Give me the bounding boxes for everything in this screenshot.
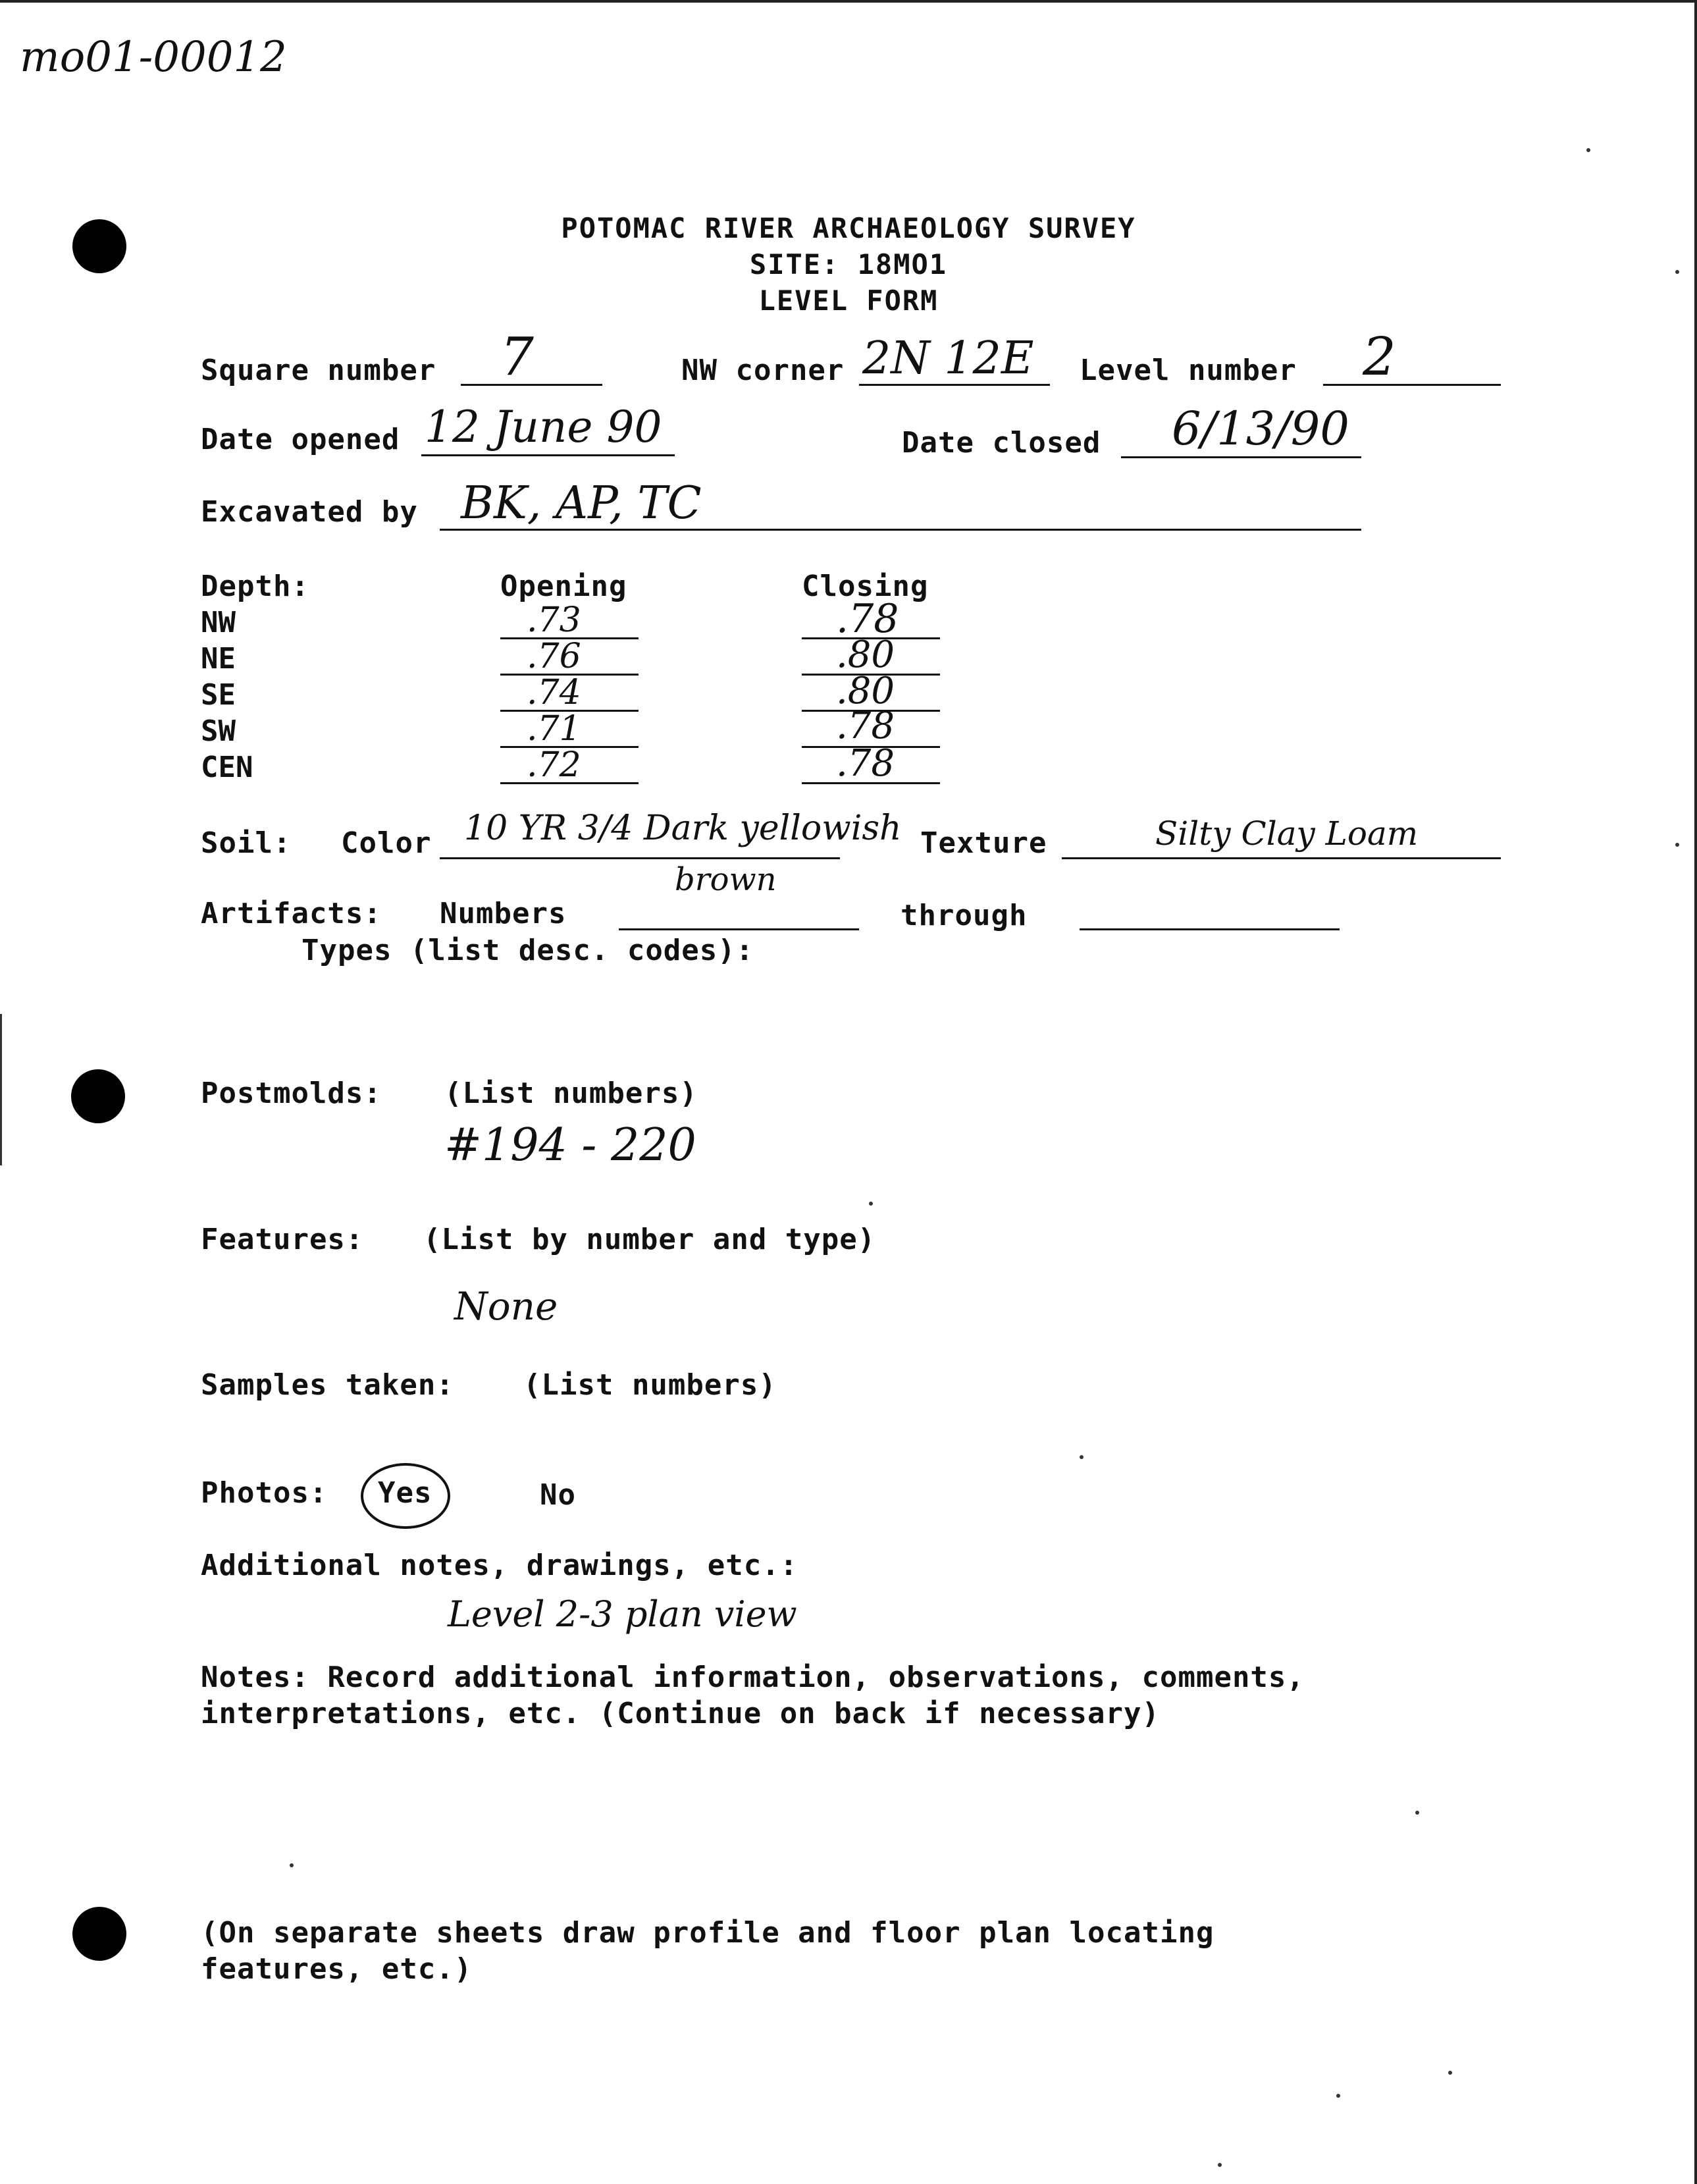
scan-speck xyxy=(1586,148,1590,152)
additional-notes-label: Additional notes, drawings, etc.: xyxy=(201,1549,798,1582)
page-edge-left xyxy=(0,1014,2,1165)
punch-hole-bottom xyxy=(72,1907,126,1961)
postmolds-hint: (List numbers) xyxy=(444,1077,698,1110)
nw-corner-value: 2N 12E xyxy=(862,333,1034,385)
level-number-line xyxy=(1323,384,1501,386)
soil-color-line xyxy=(440,857,840,859)
closing-value-ne: .80 xyxy=(836,633,895,676)
scan-speck xyxy=(1415,1811,1419,1815)
square-number-label: Square number xyxy=(201,354,436,387)
features-hint: (List by number and type) xyxy=(423,1223,876,1256)
closing-value-cen: .78 xyxy=(836,742,895,785)
survey-title: POTOMAC RIVER ARCHAEOLOGY SURVEY xyxy=(561,212,1136,244)
opening-value-se: .74 xyxy=(527,673,581,712)
postmolds-label: Postmolds: xyxy=(201,1077,382,1110)
footer-line-1: (On separate sheets draw profile and floor plan locating xyxy=(201,1916,1214,1950)
scan-speck xyxy=(1675,270,1679,274)
soil-texture-label: Texture xyxy=(920,826,1047,860)
samples-hint: (List numbers) xyxy=(523,1368,777,1402)
artifacts-label: Artifacts: xyxy=(201,897,382,930)
scan-speck xyxy=(1675,843,1679,847)
depth-label: Depth: xyxy=(201,570,309,603)
artifacts-through-line xyxy=(1080,928,1340,930)
soil-label: Soil: xyxy=(201,826,292,860)
date-opened-line xyxy=(421,454,675,456)
closing-value-sw: .78 xyxy=(836,705,895,747)
page-edge-right xyxy=(1694,0,1697,2184)
opening-value-nw: .73 xyxy=(527,600,581,640)
nw-corner-label: NW corner xyxy=(681,354,845,387)
opening-value-ne: .76 xyxy=(527,637,581,676)
soil-texture-value: Silty Clay Loam xyxy=(1155,814,1419,853)
scan-speck xyxy=(1336,2094,1340,2098)
notes-line-1: Notes: Record additional information, observations, comments, xyxy=(201,1661,1305,1694)
depth-row-sw-label: SW xyxy=(201,714,236,748)
artifacts-types-label: Types (list desc. codes): xyxy=(301,934,754,967)
excavated-by-value: BK, AP, TC xyxy=(461,477,702,529)
features-label: Features: xyxy=(201,1223,364,1256)
page-edge-top xyxy=(0,0,1697,3)
closing-value-nw: .78 xyxy=(836,596,899,642)
opening-value-cen: .72 xyxy=(527,745,581,785)
date-opened-label: Date opened xyxy=(201,423,400,456)
scan-speck xyxy=(869,1202,873,1206)
artifacts-through-label: through xyxy=(901,899,1028,932)
scan-speck xyxy=(1080,1455,1083,1459)
depth-row-se-label: SE xyxy=(201,678,236,712)
depth-row-nw-label: NW xyxy=(201,606,236,639)
additional-notes-value: Level 2-3 plan view xyxy=(448,1593,797,1635)
footer-line-2: features, etc.) xyxy=(201,1952,473,1986)
samples-label: Samples taken: xyxy=(201,1368,454,1402)
depth-row-ne-label: NE xyxy=(201,642,236,676)
date-closed-value: 6/13/90 xyxy=(1172,402,1349,456)
artifacts-numbers-label: Numbers xyxy=(440,897,567,930)
form-title: LEVEL FORM xyxy=(758,284,939,317)
features-value: None xyxy=(454,1284,558,1329)
opening-header: Opening xyxy=(500,570,627,603)
date-opened-value: 12 June 90 xyxy=(425,402,662,452)
soil-color-value: 10 YR 3/4 Dark yellowish xyxy=(464,809,902,848)
photos-yes-option: Yes xyxy=(378,1476,432,1510)
date-closed-line xyxy=(1121,456,1361,458)
closing-value-se: .80 xyxy=(836,670,895,712)
postmolds-value: #194 - 220 xyxy=(444,1119,696,1171)
excavated-by-label: Excavated by xyxy=(201,495,418,529)
opening-value-sw: .71 xyxy=(527,709,581,749)
scan-speck xyxy=(1218,2163,1222,2167)
soil-texture-line xyxy=(1062,857,1501,859)
photos-no-option: No xyxy=(540,1478,576,1512)
punch-hole-middle xyxy=(71,1069,125,1123)
document-id: mo01-00012 xyxy=(20,33,287,82)
date-closed-label: Date closed xyxy=(902,426,1101,460)
level-number-label: Level number xyxy=(1080,354,1297,387)
square-number-value: 7 xyxy=(500,326,534,387)
photos-label: Photos: xyxy=(201,1476,328,1510)
scan-speck xyxy=(1448,2071,1452,2075)
level-number-value: 2 xyxy=(1363,326,1396,387)
soil-color-label: Color xyxy=(341,826,432,860)
depth-row-cen-label: CEN xyxy=(201,751,253,784)
site-title: SITE: 18MO1 xyxy=(749,248,948,280)
artifacts-numbers-line xyxy=(619,928,859,930)
scan-speck xyxy=(290,1863,294,1867)
closing-header: Closing xyxy=(802,570,929,603)
notes-line-2: interpretations, etc. (Continue on back if necessary) xyxy=(201,1697,1160,1730)
soil-color-value-2: brown xyxy=(675,861,777,898)
